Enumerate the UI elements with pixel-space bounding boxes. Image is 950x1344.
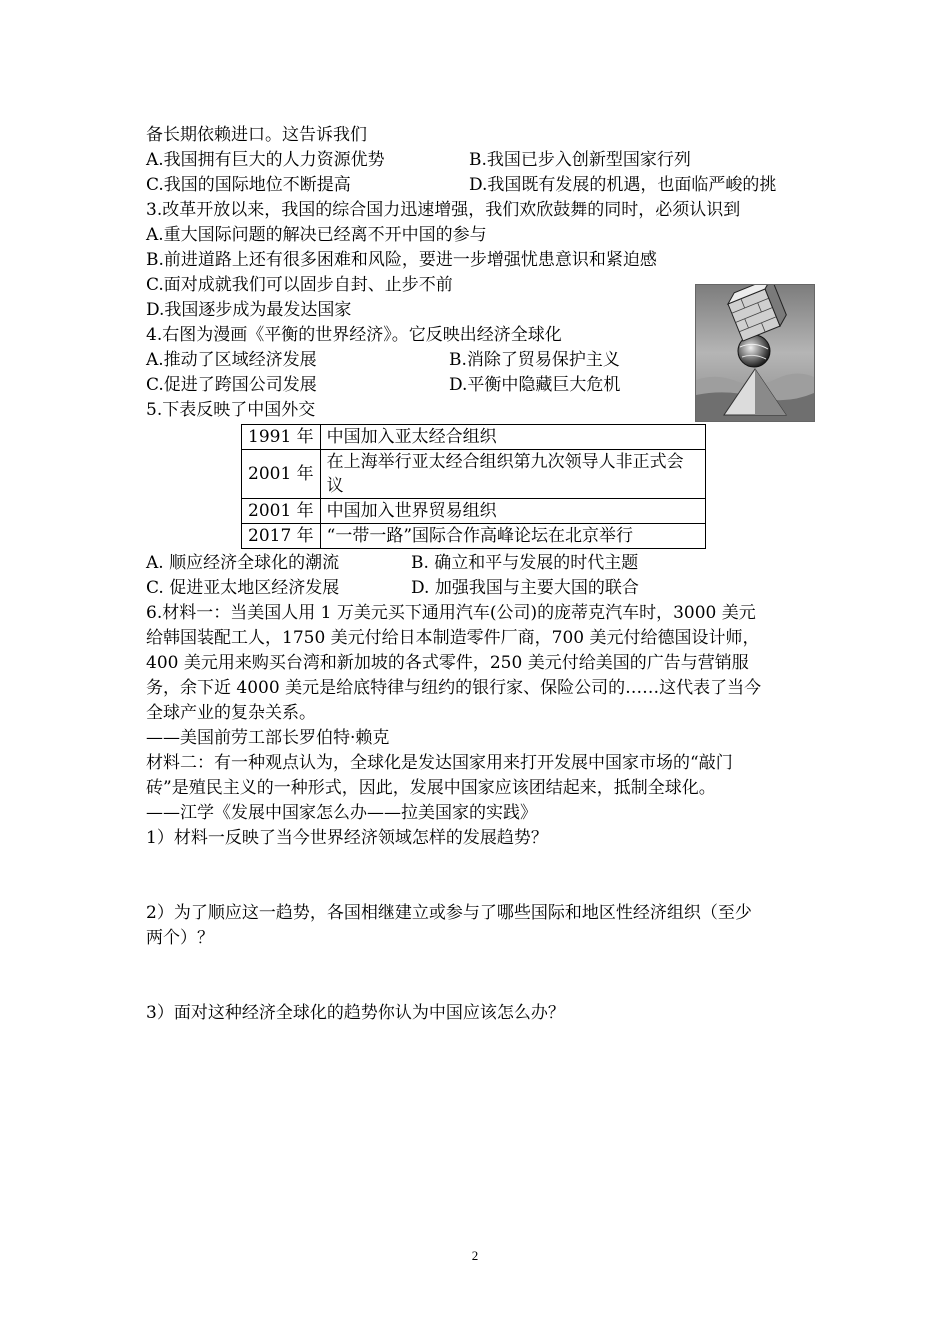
q6-material-one-line: 6.材料一：当美国人用 1 万美元买下通用汽车(公司)的庞蒂克汽车时，3000 美元 (146, 603, 756, 623)
q5-option-b: B. 确立和平与发展的时代主题 (411, 553, 639, 573)
q6-subquestion-1: 1）材料一反映了当今世界经济领域怎样的发展趋势？ (146, 828, 548, 848)
q6-material-one-line: 全球产业的复杂关系。 (146, 703, 316, 723)
q3-stem: 3.改革开放以来，我国的综合国力迅速增强，我们欢欣鼓舞的同时，必须认识到 (146, 200, 741, 220)
year-cell: 2001 年 (242, 450, 321, 499)
china-diplomacy-table (241, 424, 706, 549)
event-cell: 中国加入亚太经合组织 (320, 425, 705, 450)
year-cell: 2001 年 (242, 499, 321, 524)
q4-option-a: A.推动了区域经济发展 (146, 350, 317, 370)
q2-stem-tail: 备长期依赖进口。这告诉我们 (146, 125, 367, 145)
q6-subquestion-2-cont: 两个）？ (146, 928, 214, 948)
q3-option-c: C.面对成就我们可以固步自封、止步不前 (146, 275, 453, 295)
q6-subquestion-2: 2）为了顺应这一趋势，各国相继建立或参与了哪些国际和地区性经济组织（至少 (146, 903, 752, 923)
table-row (242, 499, 706, 524)
q2-option-b: B.我国已步入创新型国家行列 (469, 150, 691, 170)
q3-option-d: D.我国逐步成为最发达国家 (146, 300, 352, 320)
q6-material-one-line: 400 美元用来购买台湾和新加坡的各式零件，250 美元付给美国的广告与营销服 (146, 653, 749, 673)
q6-material-one-line: 给韩国装配工人，1750 美元付给日本制造零件厂商，700 美元付给德国设计师， (146, 628, 760, 648)
q5-option-c: C. 促进亚太地区经济发展 (146, 578, 340, 598)
q6-material-two-source: ——江学《发展中国家怎么办——拉美国家的实践》 (146, 803, 537, 823)
table-row (242, 450, 706, 499)
q4-option-c: C.促进了跨国公司发展 (146, 375, 317, 395)
q6-material-one-line: 务，余下近 4000 美元是给底特律与纽约的银行家、保险公司的……这代表了当今 (146, 678, 762, 698)
q2-option-a: A.我国拥有巨大的人力资源优势 (146, 150, 385, 170)
q6-material-two-line: 砖”是殖民主义的一种形式，因此，发展中国家应该团结起来，抵制全球化。 (146, 778, 716, 798)
q6-material-two-line: 材料二：有一种观点认为，全球化是发达国家用来打开发展中国家市场的“敲门 (146, 753, 733, 773)
year-cell: 1991 年 (242, 425, 321, 450)
event-cell: 在上海举行亚太经合组织第九次领导人非正式会议 (320, 450, 705, 499)
table-row (242, 425, 706, 450)
q2-option-c: C.我国的国际地位不断提高 (146, 175, 351, 195)
q4-option-d: D.平衡中隐藏巨大危机 (449, 375, 621, 395)
q6-subquestion-3: 3）面对这种经济全球化的趋势你认为中国应该怎么办？ (146, 1003, 565, 1023)
q6-material-one-source: ——美国前劳工部长罗伯特·赖克 (146, 728, 390, 748)
event-cell: 中国加入世界贸易组织 (320, 499, 705, 524)
table-row (242, 524, 706, 549)
q2-option-d: D.我国既有发展的机遇，也面临严峻的挑 (469, 175, 777, 195)
year-cell: 2017 年 (242, 524, 321, 549)
page-number: 2 (471, 1248, 479, 1263)
q5-stem: 5.下表反映了中国外交 (146, 400, 316, 420)
event-cell: “一带一路”国际合作高峰论坛在北京举行 (320, 524, 705, 549)
q5-option-a: A. 顺应经济全球化的潮流 (146, 553, 340, 573)
q5-option-d: D. 加强我国与主要大国的联合 (411, 578, 639, 598)
q4-stem: 4.右图为漫画《平衡的世界经济》。它反映出经济全球化 (146, 325, 562, 345)
balanced-world-economy-cartoon (695, 284, 815, 422)
q3-option-b: B.前进道路上还有很多困难和风险，要进一步增强忧患意识和紧迫感 (146, 250, 657, 270)
q4-option-b: B.消除了贸易保护主义 (449, 350, 620, 370)
q3-option-a: A.重大国际问题的解决已经离不开中国的参与 (146, 225, 487, 245)
